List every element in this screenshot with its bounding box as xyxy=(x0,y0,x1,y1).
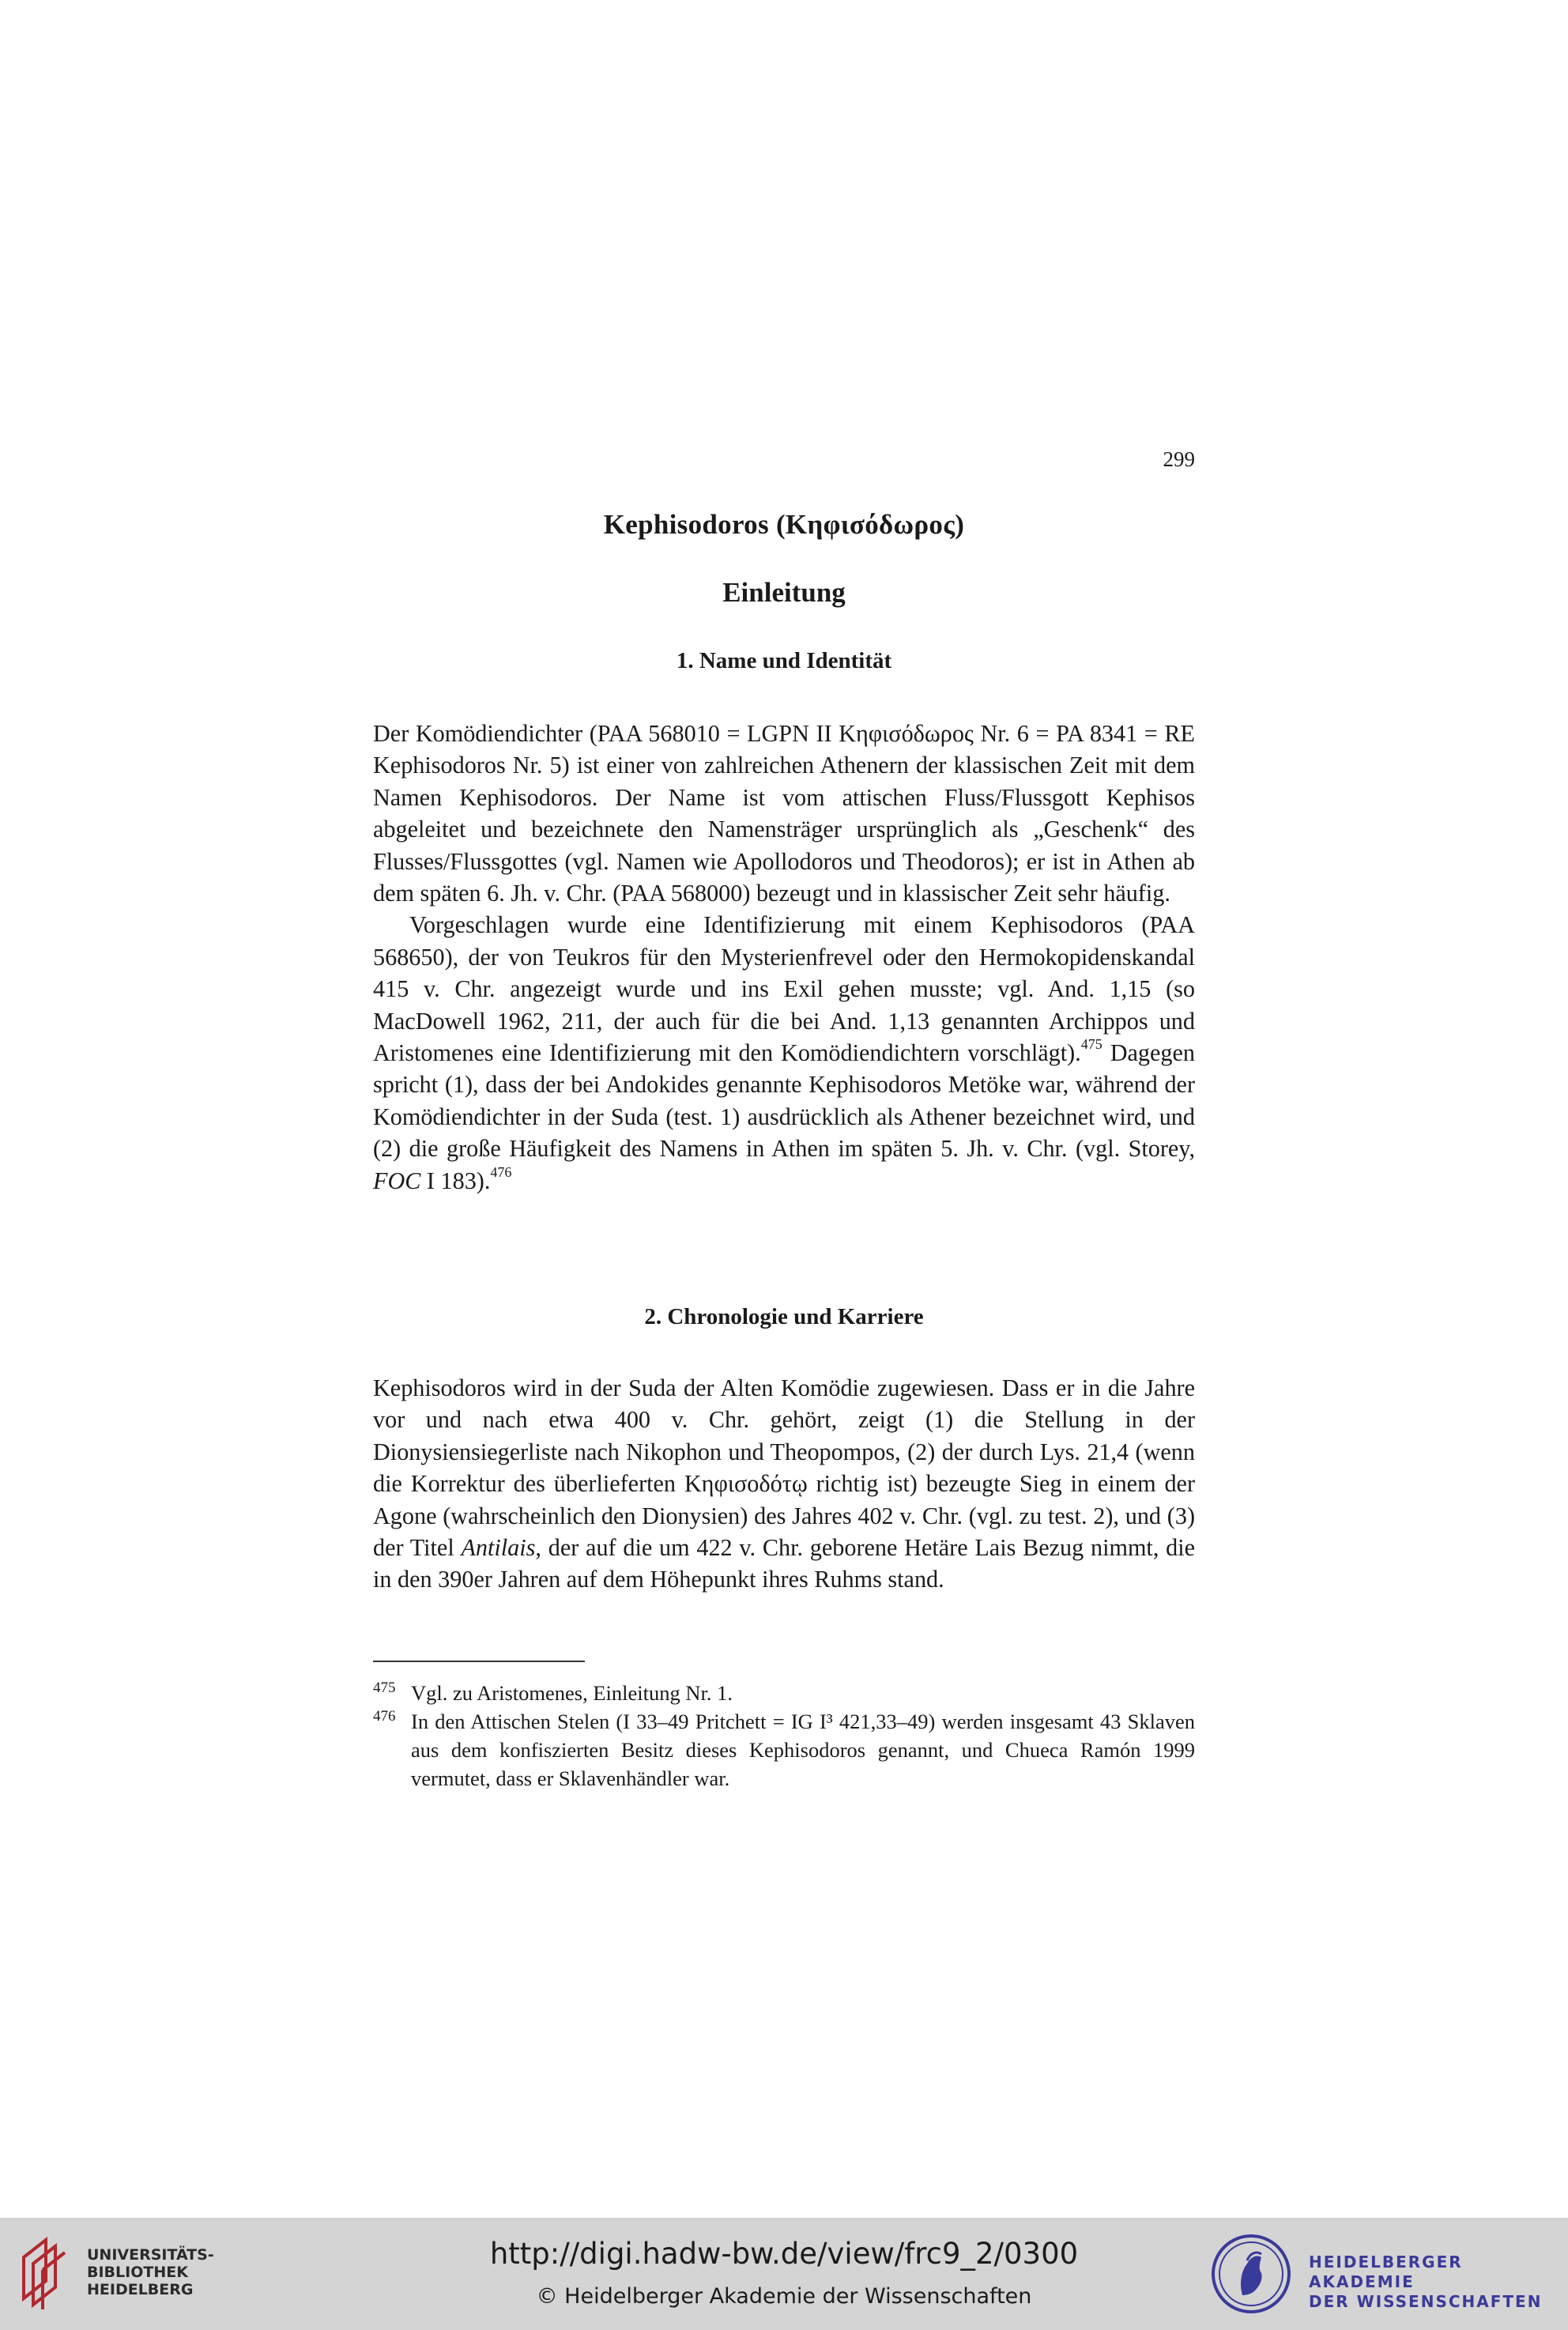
footnote-text: Vgl. zu Aristomenes, Einleitung Nr. 1. xyxy=(411,1681,733,1705)
footnote xyxy=(373,1707,1195,1793)
permalink-url[interactable]: http://digi.hadw-bw.de/view/frc9_2/0300 xyxy=(489,2237,1079,2271)
paragraph-text: , der auf die um 422 v. Chr. geborene Hetäre Lais Bezug nimmt, die in den 390er Jahren auf dem Höhepunkt ihres Ruhms stand. xyxy=(373,1534,1196,1593)
paragraph: Der Komödiendichter (PAA 568010 = LGPN II Κηφισόδωρος Nr. 6 = PA 8341 = RE Kephisodoros Nr. 5) ist einer von zahlreichen Athenern der klassischen Zeit mit dem Namen Kephisodoros. Der Name ist vom attischen Fluss/Flussgott Kephisos abgeleitet und bezeichnete den Namensträger ursprünglich als „Geschenk“ des Flusses/Flussgottes (vgl. Namen wie Apollodoros und Theodoros); er ist in Athen ab dem späten 6. Jh. v. Chr. (PAA 568000) bezeugt und in klassischer Zeit sehr häufig. xyxy=(373,720,1195,907)
section-chronology-body xyxy=(373,1372,1195,1596)
footnote xyxy=(373,1679,1195,1707)
copyright-notice: © Heidelberger Akademie der Wissenschaften xyxy=(536,2284,1032,2309)
academy-seal-logo-icon[interactable] xyxy=(1211,2234,1291,2314)
paragraph-text: Vorgeschlagen wurde eine Identifizierung mit einem Kephisodoros (PAA 568650), der von Teukros für den Mysterienfrevel oder den Hermokopidenskandal 415 v. Chr. angezeigt wurde und ins Exil gehen musste; vgl. And. 1,15 (so MacDowell 1962, 211, der auch für die bei And. 1,13 genannten Archippos und Aristomenes eine Identifizierung mit den Komödiendichtern vorschlägt). xyxy=(373,911,1195,1067)
digitization-footer xyxy=(0,2218,1568,2330)
introduction-heading: Einleitung xyxy=(722,577,846,608)
paragraph xyxy=(373,1372,1195,1596)
page-title: Kephisodoros (Κηφισόδωρος) xyxy=(603,509,965,540)
academy-name: HEIDELBERGER AKADEMIE DER WISSENSCHAFTEN xyxy=(1309,2253,1543,2311)
play-title: Antilais xyxy=(461,1534,536,1562)
footnote-reference[interactable]: 475 xyxy=(1080,1036,1102,1052)
footnote-number: 475 xyxy=(373,1680,396,1696)
page-number: 299 xyxy=(1163,447,1195,471)
section-heading-chronology: 2. Chronologie und Karriere xyxy=(644,1304,924,1329)
section-heading-name-identity: 1. Name und Identität xyxy=(676,648,892,673)
section-name-identity-body xyxy=(373,718,1195,1197)
footnote-number: 476 xyxy=(373,1708,396,1725)
paragraph xyxy=(373,909,1195,1197)
work-title: FOC xyxy=(373,1167,421,1194)
paragraph-text: I 183). xyxy=(420,1167,491,1194)
footnote-reference[interactable]: 476 xyxy=(490,1163,512,1180)
footnote-text: In den Attischen Stelen (I 33–49 Pritchett = IG I³ 421,33–49) werden insgesamt 43 Sklaven aus dem konfiszierten Besitz dieses Kephisodoros genannt, und Chueca Ramón 1999 vermutet, dass er Sklavenhändler war. xyxy=(411,1710,1195,1790)
library-name: UNIVERSITÄTS- BIBLIOTHEK HEIDELBERG xyxy=(87,2246,214,2298)
footnotes xyxy=(373,1679,1195,1793)
paragraph-text: Dagegen spricht (1), dass der bei Andokides genannte Kephisodoros Metöke war, während der Komödiendichter in der Suda (test. 1) ausdrücklich als Athener bezeichnet wird, und (2) die große Häufigkeit des Namens in Athen im späten 5. Jh. v. Chr. (vgl. Storey, xyxy=(373,1039,1195,1163)
footnote-separator xyxy=(373,1661,585,1662)
paragraph-text: Kephisodoros wird in der Suda der Alten Komödie zugewiesen. Dass er in die Jahre vor und nach etwa 400 v. Chr. gehört, zeigt (1) die Stellung in der Dionysiensiegerliste nach Nikophon und Theopompos, (2) der durch Lys. 21,4 (wenn die Korrektur des überlieferten Κηφισοδότῳ richtig ist) bezeugte Sieg in einem der Agone (wahrscheinlich den Dionysien) des Jahres 402 v. Chr. (vgl. zu test. 2), und (3) der Titel xyxy=(373,1374,1195,1562)
